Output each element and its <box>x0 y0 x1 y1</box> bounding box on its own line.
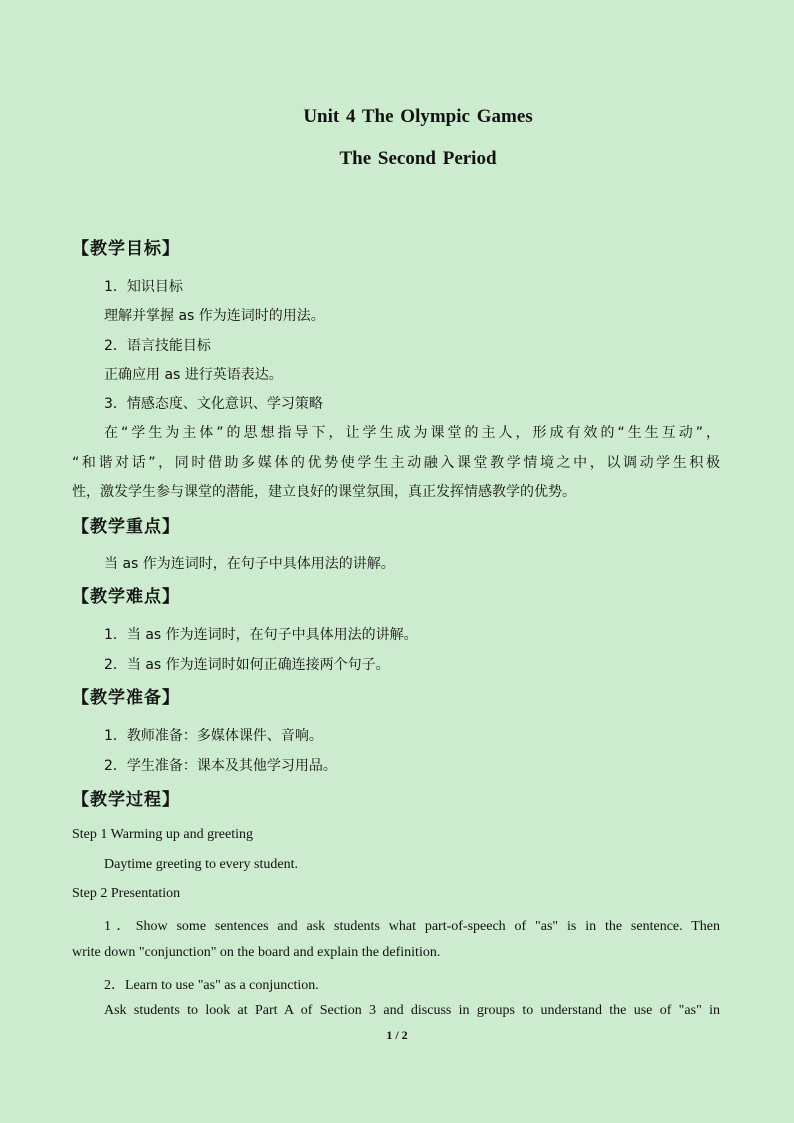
document-subtitle: The Second Period <box>339 148 497 169</box>
step-2-item-1-line-1: 1．Show some sentences and ask students what part-of-speech of "as" is in the sentence. Then <box>104 919 720 934</box>
step-2-title: Step 2 Presentation <box>72 886 181 901</box>
key-points-heading: 【教学重点】 <box>72 517 180 537</box>
document-title: Unit 4 The Olympic Games <box>303 106 533 127</box>
objective-3-line-3: 性，激发学生参与课堂的潜能，建立良好的课堂氛围，真正发挥情感教学的优势。 <box>72 484 576 500</box>
difficulty-1: 1．当 as 作为连词时，在句子中具体用法的讲解。 <box>104 627 418 643</box>
step-2-item-2-text: Ask students to look at Part A of Section 3 and discuss in groups to understand the use of "as" in <box>104 1003 720 1018</box>
objective-3-line-2: “和谐对话”，同时借助多媒体的优势使学生主动融入课堂教学情境之中，以调动学生积极 <box>72 455 720 471</box>
step-2-item-2: 2．Learn to use "as" as a conjunction. <box>104 978 319 993</box>
step-2-item-1-line-2: write down "conjunction" on the board and explain the definition. <box>72 945 441 960</box>
objective-2-text: 正确应用 as 进行英语表达。 <box>104 367 283 383</box>
key-points-text: 当 as 作为连词时，在句子中具体用法的讲解。 <box>104 556 395 572</box>
page-number: 1 / 2 <box>386 1028 408 1042</box>
step-1-text: Daytime greeting to every student. <box>104 857 298 872</box>
preparation-heading: 【教学准备】 <box>72 688 180 708</box>
objectives-heading: 【教学目标】 <box>72 239 180 259</box>
difficulties-heading: 【教学难点】 <box>72 587 180 607</box>
difficulty-2: 2．当 as 作为连词时如何正确连接两个句子。 <box>104 657 390 673</box>
process-heading: 【教学过程】 <box>72 790 180 810</box>
objective-3-label: 3．情感态度、文化意识、学习策略 <box>104 396 323 412</box>
preparation-1: 1．教师准备：多媒体课件、音响。 <box>104 728 323 744</box>
objective-1-label: 1．知识目标 <box>104 279 183 295</box>
objective-1-text: 理解并掌握 as 作为连词时的用法。 <box>104 308 325 324</box>
preparation-2: 2．学生准备：课本及其他学习用品。 <box>104 758 337 774</box>
step-1-title: Step 1 Warming up and greeting <box>72 827 253 842</box>
objective-2-label: 2．语言技能目标 <box>104 338 211 354</box>
objective-3-line-1: 在“学生为主体”的思想指导下，让学生成为课堂的主人，形成有效的“生生互动”， <box>104 425 720 441</box>
